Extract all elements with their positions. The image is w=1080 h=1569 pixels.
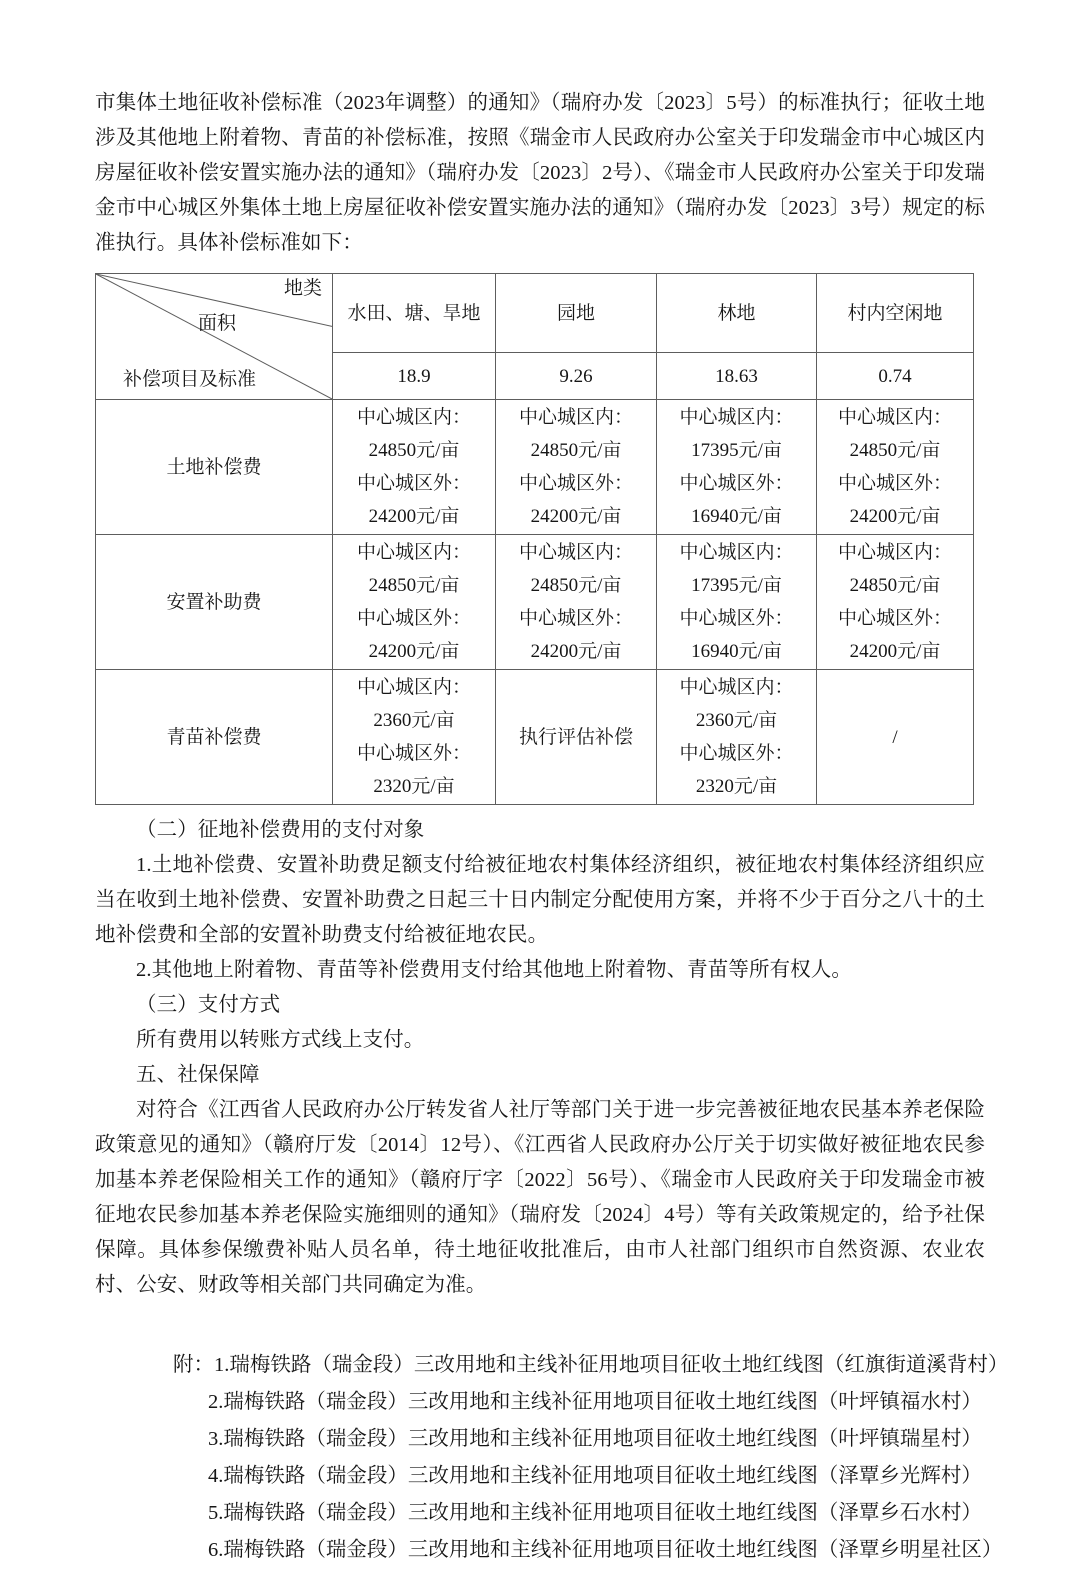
cell-line: / xyxy=(892,726,898,748)
table-row xyxy=(96,670,974,805)
cell-line: 24850元/亩 xyxy=(849,440,941,461)
cell-line: 24850元/亩 xyxy=(530,440,622,461)
column-header-land-type-1: 水田、塘、旱地 xyxy=(333,274,496,353)
cell-r1-c0 xyxy=(333,535,496,670)
compensation-standards-table xyxy=(95,273,974,805)
attachment-item-2: 2.瑞梅铁路（瑞金段）三改用地和主线补征用地项目征收土地红线图（叶坪镇福水村） xyxy=(208,1391,982,1413)
cell-line: 24850元/亩 xyxy=(368,575,460,596)
section-item-1: 1.土地补偿费、安置补助费足额支付给被征地农村集体经济组织，被征地农村集体经济组织应当在收到土地补偿费、安置补助费之日起三十日内制定分配使用方案，并将不少于百分之八十的土地补偿费和全部的安置补助费支付给被征地农民。 xyxy=(95,854,985,946)
section-payment-method-body: 所有费用以转账方式线上支付。 xyxy=(136,1029,425,1051)
cell-line: 24850元/亩 xyxy=(530,575,622,596)
diagonal-header-cell xyxy=(96,274,333,400)
column-header-land-type-2: 园地 xyxy=(496,274,657,353)
attachment-text-1: 1.瑞梅铁路（瑞金段）三改用地和主线补征用地项目征收土地红线图（红旗街道溪背村） xyxy=(214,1354,1009,1376)
cell-line: 执行评估补偿 xyxy=(518,726,633,748)
cell-line: 中心城区外： xyxy=(679,473,794,494)
header-land-type-label: 地类 xyxy=(283,278,322,299)
row-label-crop-compensation: 青苗补偿费 xyxy=(96,670,333,805)
column-header-land-type-3: 林地 xyxy=(657,274,817,353)
section-payment-recipients-heading: （二）征地补偿费用的支付对象 xyxy=(136,819,425,841)
cell-line: 中心城区外： xyxy=(837,608,952,629)
cell-line: 24200元/亩 xyxy=(530,506,622,527)
cell-line: 中心城区外： xyxy=(356,743,471,764)
cell-r2-c0 xyxy=(333,670,496,805)
cell-line: 中心城区内： xyxy=(356,542,471,563)
cell-line: 中心城区内： xyxy=(837,542,952,563)
table-row xyxy=(96,400,974,535)
cell-line: 2320元/亩 xyxy=(373,776,455,797)
area-value-2: 9.26 xyxy=(496,353,657,400)
table-header-row xyxy=(96,274,974,353)
attachment-prefix: 附： xyxy=(173,1354,214,1376)
compensation-table-wrapper xyxy=(95,273,985,805)
cell-r1-c3 xyxy=(817,535,974,670)
cell-line: 中心城区内： xyxy=(679,407,794,428)
cell-r0-c0 xyxy=(333,400,496,535)
cell-line: 中心城区内： xyxy=(679,542,794,563)
attachment-item-4: 4.瑞梅铁路（瑞金段）三改用地和主线补征用地项目征收土地红线图（泽覃乡光辉村） xyxy=(208,1465,982,1487)
cell-line: 17395元/亩 xyxy=(691,575,782,596)
cell-line: 中心城区内： xyxy=(518,542,633,563)
table-row xyxy=(96,535,974,670)
cell-r1-c1 xyxy=(496,535,657,670)
area-value-4: 0.74 xyxy=(817,353,974,400)
cell-r2-c2 xyxy=(657,670,817,805)
section-social-security-body: 对符合《江西省人民政府办公厅转发省人社厅等部门关于进一步完善被征地农民基本养老保险政策意见的通知》（赣府厅发〔2014〕12号）、《江西省人民政府办公厅关于切实做好被征地农民参加基本养老保险相关工作的通知》（赣府厅字〔2022〕56号）、《瑞金市人民政府关于印发瑞金市被征地农民参加基本养老保险实施细则的通知》（瑞府发〔2024〕4号）等有关政策规定的，给予社保保障。具体参保缴费补贴人员名单，待土地征收批准后，由市人社部门组织市自然资源、农业农村、公安、财政等相关部门共同确定为准。 xyxy=(95,1099,985,1296)
intro-paragraph: 市集体土地征收补偿标准（2023年调整）的通知》（瑞府办发〔2023〕5号）的标准执行；征收土地涉及其他地上附着物、青苗的补偿标准，按照《瑞金市人民政府办公室关于印发瑞金市中心城区内房屋征收补偿安置实施办法的通知》（瑞府办发〔2023〕2号）、《瑞金市人民政府办公室关于印发瑞金市中心城区外集体土地上房屋征收补偿安置实施办法的通知》（瑞府办发〔2023〕3号）规定的标准执行。具体补偿标准如下： xyxy=(95,92,985,254)
section-item-2: 2.其他地上附着物、青苗等补偿费用支付给其他地上附着物、青苗等所有权人。 xyxy=(136,959,852,981)
row-label-resettlement-subsidy: 安置补助费 xyxy=(96,535,333,670)
cell-line: 中心城区内： xyxy=(679,677,794,698)
document-content xyxy=(95,86,1009,1569)
attachment-item-5: 5.瑞梅铁路（瑞金段）三改用地和主线补征用地项目征收土地红线图（泽覃乡石水村） xyxy=(208,1502,982,1524)
section-payment-method-heading: （三）支付方式 xyxy=(136,994,281,1016)
cell-line: 24200元/亩 xyxy=(849,641,941,662)
attachment-list xyxy=(95,1347,1009,1569)
attachment-item-6: 6.瑞梅铁路（瑞金段）三改用地和主线补征用地项目征收土地红线图（泽覃乡明星社区） xyxy=(208,1539,1003,1561)
cell-r0-c2 xyxy=(657,400,817,535)
attachment-item-3: 3.瑞梅铁路（瑞金段）三改用地和主线补征用地项目征收土地红线图（叶坪镇瑞星村） xyxy=(208,1428,982,1450)
cell-line: 24200元/亩 xyxy=(368,506,460,527)
cell-line: 中心城区外： xyxy=(518,608,633,629)
cell-r0-c1 xyxy=(496,400,657,535)
cell-line: 2320元/亩 xyxy=(695,776,778,797)
cell-line: 中心城区外： xyxy=(679,608,794,629)
cell-r1-c2 xyxy=(657,535,817,670)
cell-line: 24850元/亩 xyxy=(849,575,941,596)
cell-line: 24200元/亩 xyxy=(849,506,941,527)
cell-line: 中心城区外： xyxy=(356,473,471,494)
cell-line: 中心城区内： xyxy=(518,407,633,428)
cell-line: 中心城区外： xyxy=(518,473,633,494)
cell-line: 中心城区内： xyxy=(356,677,471,698)
area-value-3: 18.63 xyxy=(657,353,817,400)
section-social-security-heading: 五、社保保障 xyxy=(136,1064,260,1086)
row-label-land-compensation: 土地补偿费 xyxy=(96,400,333,535)
cell-line: 24200元/亩 xyxy=(368,641,460,662)
area-value-1: 18.9 xyxy=(333,353,496,400)
cell-line: 17395元/亩 xyxy=(691,440,782,461)
cell-line: 中心城区内： xyxy=(356,407,471,428)
attachment-item-1 xyxy=(95,1347,1009,1384)
cell-line: 16940元/亩 xyxy=(691,641,782,662)
column-header-land-type-4: 村内空闲地 xyxy=(817,274,974,353)
cell-r2-c1 xyxy=(496,670,657,805)
cell-line: 24200元/亩 xyxy=(530,641,622,662)
cell-line: 2360元/亩 xyxy=(695,710,778,731)
cell-line: 16940元/亩 xyxy=(691,506,782,527)
cell-line: 24850元/亩 xyxy=(368,440,460,461)
cell-r2-c3 xyxy=(817,670,974,805)
cell-line: 2360元/亩 xyxy=(373,710,455,731)
cell-line: 中心城区内： xyxy=(837,407,952,428)
cell-line: 中心城区外： xyxy=(837,473,952,494)
cell-line: 中心城区外： xyxy=(679,743,794,764)
cell-r0-c3 xyxy=(817,400,974,535)
header-item-standard-label: 补偿项目及标准 xyxy=(123,369,257,390)
header-area-label: 面积 xyxy=(198,313,237,334)
cell-line: 中心城区外： xyxy=(356,608,471,629)
